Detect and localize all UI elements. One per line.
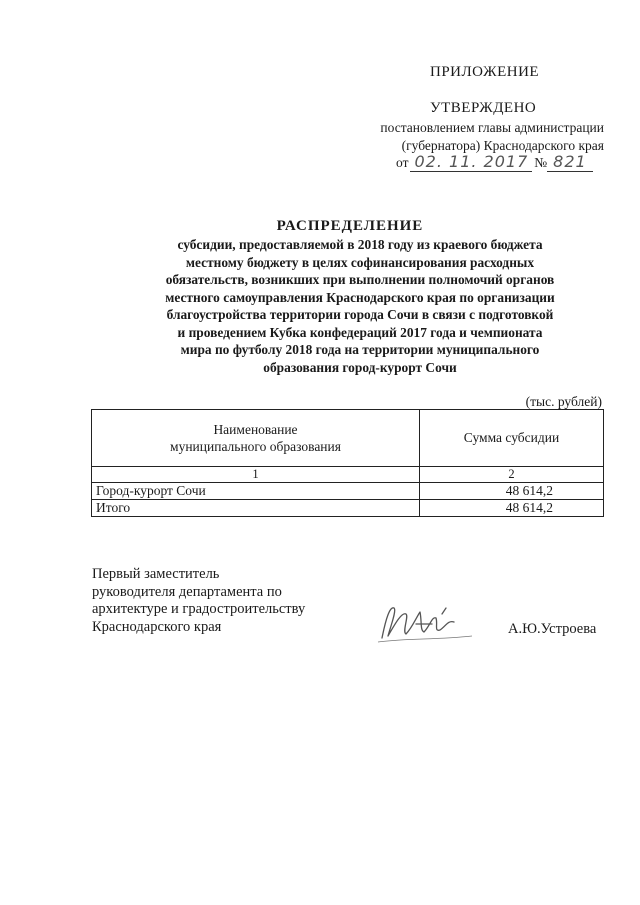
position-line: архитектуре и градостроительству <box>92 601 306 617</box>
handwritten-signature <box>376 598 476 648</box>
annex-label: ПРИЛОЖЕНИЕ <box>430 64 540 80</box>
subtitle-line: благоустройства территории города Сочи в связи с подготовкой <box>166 307 554 322</box>
number-sign: № <box>534 155 548 170</box>
subtitle-line: местному бюджету в целях софинансирования расходных <box>185 254 535 270</box>
decree-date: 02. 11. 2017 <box>410 152 532 172</box>
total-label: Итого <box>92 500 420 517</box>
table-row <box>92 483 604 500</box>
subsidy-table <box>91 409 604 517</box>
header-sum-cell: Сумма субсидии <box>420 410 604 467</box>
date-prefix: от <box>396 155 409 170</box>
header-name-line-1: Наименование <box>213 422 298 437</box>
position-line: Первый заместитель <box>92 566 220 582</box>
column-number-row <box>92 467 604 483</box>
subtitle-line: обязательств, возникших при выполнении полномочий органов <box>165 272 555 287</box>
total-row <box>92 500 604 517</box>
subtitle-line: и проведением Кубка конфедераций 2017 года и чемпионата <box>177 324 543 340</box>
subtitle-line: местного самоуправления Краснодарского края по организации <box>165 289 555 305</box>
municipality-name: Город-курорт Сочи <box>92 483 420 500</box>
decree-line-1: постановлением главы администрации <box>380 120 604 135</box>
decree-line-2: (губернатора) Краснодарского края <box>401 138 604 153</box>
table-header-row <box>92 410 604 467</box>
header-name-cell <box>92 410 420 467</box>
position-line: Краснодарского края <box>92 618 222 635</box>
units-label: (тыс. рублей) <box>525 394 602 409</box>
document-subtitle <box>120 236 600 376</box>
total-amount: 48 614,2 <box>420 500 604 517</box>
position-line: руководителя департамента по <box>92 583 282 600</box>
column-number: 1 <box>92 467 420 483</box>
header-name-line-2: муниципального образования <box>170 439 341 454</box>
subtitle-line: образования город-курорт Сочи <box>263 359 457 375</box>
decree-number: 821 <box>547 152 593 172</box>
document-title: РАСПРЕДЕЛЕНИЕ <box>276 218 424 234</box>
signer-name: А.Ю.Устроева <box>508 621 597 637</box>
approved-label: УТВЕРЖДЕНО <box>430 100 537 116</box>
decree-date-line <box>396 152 593 172</box>
subsidy-amount: 48 614,2 <box>420 483 604 500</box>
subtitle-line: мира по футболу 2018 года на территории муниципального <box>180 342 540 357</box>
column-number: 2 <box>420 467 604 483</box>
subtitle-line: субсидии, предоставляемой в 2018 году из краевого бюджета <box>177 237 543 252</box>
signatory-position <box>92 566 305 636</box>
